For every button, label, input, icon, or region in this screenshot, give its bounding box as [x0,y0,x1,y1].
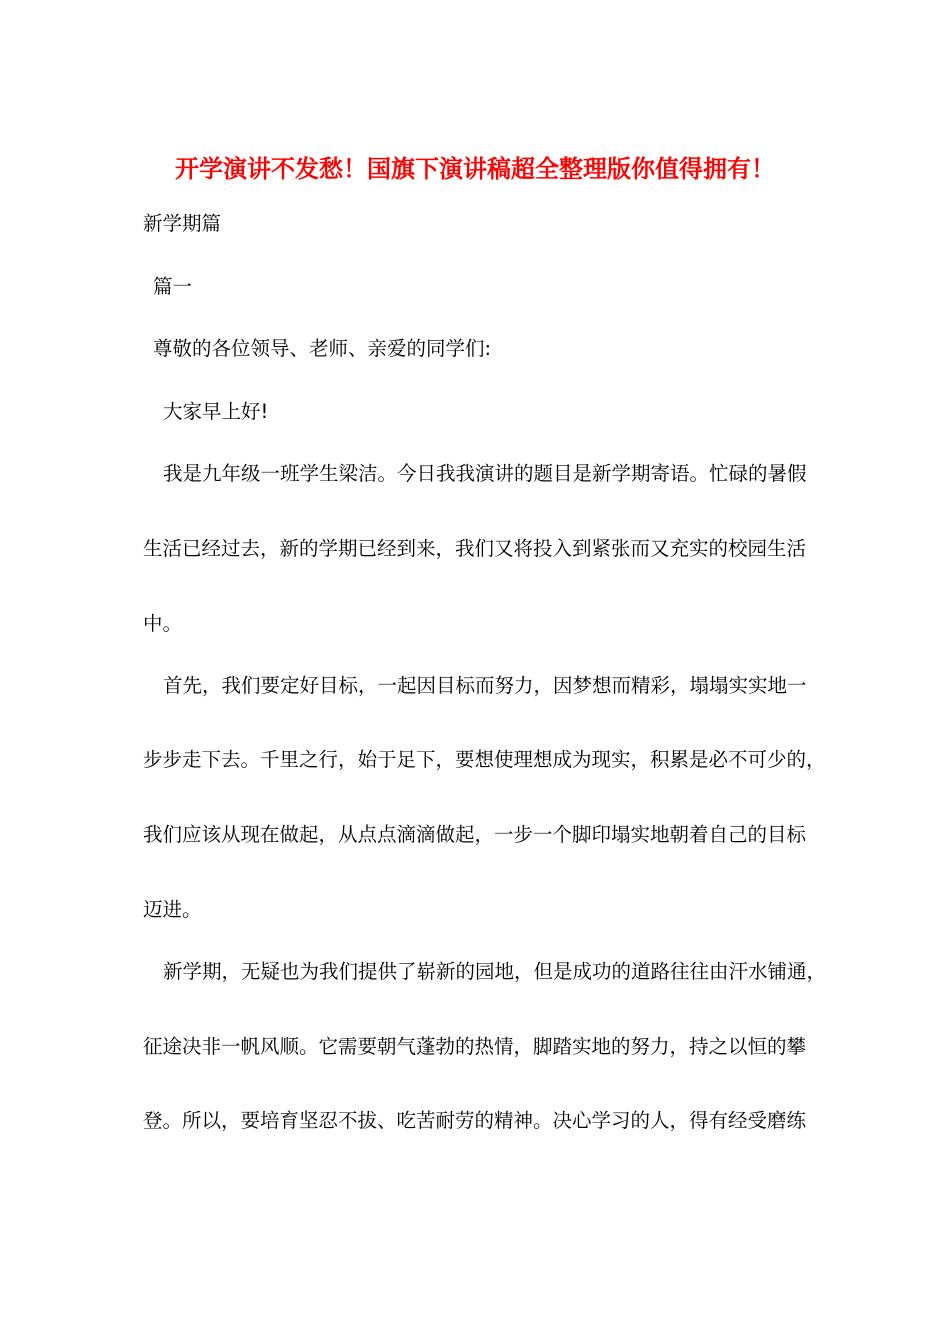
section-heading: 新学期篇 [143,212,222,235]
paragraph-3-line-2: 征途决非一帆风顺。它需要朝气蓬勃的热情，脚踏实地的努力，持之以恒的攀 [143,1035,807,1058]
greeting: 大家早上好! [163,400,269,423]
paragraph-2-line-2: 步步走下去。千里之行，始于足下，要想使理想成为现实，积累是必不可少的， [143,748,826,771]
salutation: 尊敬的各位领导、老师、亲爱的同学们: [153,337,492,360]
paragraph-2-line-1: 首先，我们要定好目标，一起因目标而努力，因梦想而精彩，塌塌实实地一 [163,674,807,697]
paragraph-1-line-3: 中。 [143,612,183,635]
paragraph-3-line-3: 登。所以，要培育坚忍不拔、吃苦耐劳的精神。决心学习的人，得有经受磨练 [143,1109,807,1132]
paragraph-1-line-1: 我是九年级一班学生梁洁。今日我我演讲的题目是新学期寄语。忙碌的暑假 [163,462,807,485]
paragraph-2-line-4: 迈进。 [143,898,202,921]
paragraph-3-line-1: 新学期，无疑也为我们提供了崭新的园地，但是成功的道路往往由汗水铺通， [163,960,827,983]
paragraph-1-line-2: 生活已经过去，新的学期已经到来，我们又将投入到紧张而又充实的校园生活 [143,537,807,560]
part-heading: 篇一 [153,275,193,298]
document-title: 开学演讲不发愁！国旗下演讲稿超全整理版你值得拥有！ [175,154,775,183]
paragraph-2-line-3: 我们应该从现在做起，从点点滴滴做起，一步一个脚印塌实地朝着自己的目标 [143,823,807,846]
